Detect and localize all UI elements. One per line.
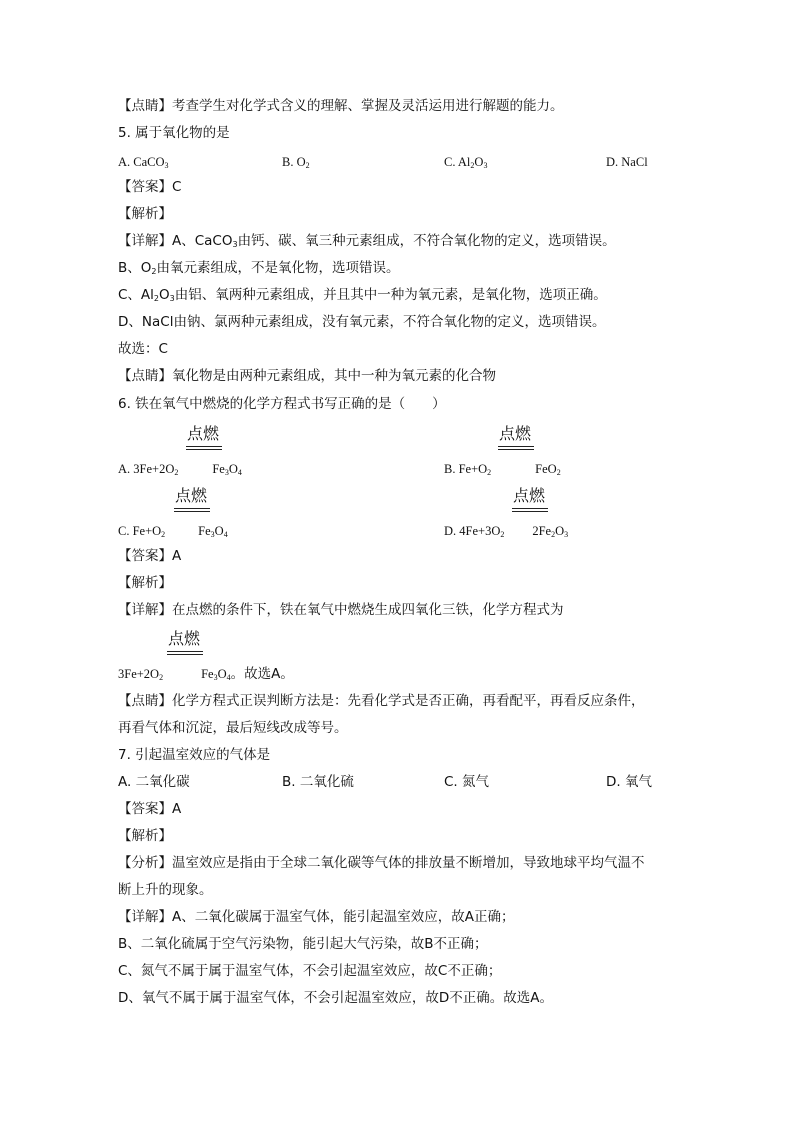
q5-analysis-heading: 【解析】: [118, 206, 172, 222]
q7-option-a[interactable]: A. 二氧化碳: [118, 774, 190, 790]
q5-tip: 【点睛】氧化物是由两种元素组成，其中一种为氧元素的化合物: [118, 368, 496, 384]
tip-line: 【点睛】考查学生对化学式含义的理解、掌握及灵活运用进行解题的能力。: [118, 98, 564, 114]
q5-detail-d: D、NaCl由钠、氯两种元素组成，没有氧元素，不符合氧化物的定义，选项错误。: [118, 314, 606, 330]
q5-option-b[interactable]: B. $O_2$: [282, 155, 310, 170]
q5-answer: 【答案】C: [118, 179, 182, 195]
q5-choice: 故选：C: [118, 341, 168, 357]
q6-detail-condition: 点燃: [168, 629, 201, 648]
question-6-title: 6. 铁在氧气中燃烧的化学方程式书写正确的是（ ）: [118, 396, 446, 412]
q7-option-d[interactable]: D. 氧气: [606, 774, 652, 790]
q5-option-c[interactable]: C. $Al_2O_3$: [444, 155, 488, 170]
q6-analysis-heading: 【解析】: [118, 575, 172, 591]
q7-detail-a: 【详解】A、二氧化碳属于温室气体，能引起温室效应，故A正确；: [118, 909, 515, 925]
q6-c-condition: 点燃: [175, 486, 208, 505]
q6-tip-line-2: 再看气体和沉淀，最后短线改成等号。: [118, 720, 348, 736]
q6-b-equals-bar: [498, 446, 534, 450]
q7-answer: 【答案】A: [118, 801, 182, 817]
q5-option-d[interactable]: D. NaCl: [606, 155, 648, 169]
q5-detail-a: 【详解】A、CaCO$_3$由钙、碳、氧三种元素组成，不符合氧化物的定义，选项错误。: [118, 233, 616, 249]
q6-option-c[interactable]: C. $Fe+O_2$ $Fe_3O_4$: [118, 524, 228, 539]
q6-a-condition: 点燃: [187, 424, 220, 443]
q7-detail-b: B、二氧化硫属于空气污染物，能引起大气污染，故B不正确；: [118, 936, 488, 952]
q6-option-a[interactable]: A. $3Fe+2O_2$ $Fe_3O_4$: [118, 462, 242, 477]
q7-option-c[interactable]: C. 氮气: [444, 774, 490, 790]
q5-option-a[interactable]: A. CaCO$_3$: [118, 155, 169, 170]
q6-option-d[interactable]: D. $4Fe+3O_2$ $2Fe_2O_3$: [444, 524, 569, 539]
q7-fenxi-line-1: 【分析】温室效应是指由于全球二氧化碳等气体的排放量不断增加，导致地球平均气温不: [118, 855, 645, 871]
q6-d-condition: 点燃: [513, 486, 546, 505]
q6-c-equals-bar: [174, 508, 210, 512]
q6-answer: 【答案】A: [118, 548, 182, 564]
q6-detail: 【详解】在点燃的条件下，铁在氧气中燃烧生成四氧化三铁，化学方程式为: [118, 602, 564, 618]
question-7-title: 7. 引起温室效应的气体是: [118, 747, 271, 763]
q6-tip-line-1: 【点睛】化学方程式正误判断方法是：先看化学式是否正确，再看配平，再看反应条件，: [118, 693, 645, 709]
q6-d-equals-bar: [512, 508, 548, 512]
q5-detail-c: C、$Al_2O_3$由铝、氧两种元素组成，并且其中一种为氧元素，是氧化物，选项正确。: [118, 287, 607, 303]
q7-fenxi-line-2: 断上升的现象。: [118, 882, 213, 898]
q6-detail-equation: $3Fe+2O_2$ $Fe_3O_4$。故选A。: [118, 666, 294, 682]
q6-option-b[interactable]: B. $Fe+O_2$ FeO$_2$: [444, 462, 561, 477]
q7-detail-c: C、氮气不属于属于温室气体，不会引起温室效应，故C不正确；: [118, 963, 502, 979]
q6-b-condition: 点燃: [499, 424, 532, 443]
question-5-title: 5. 属于氧化物的是: [118, 125, 230, 141]
q7-analysis-heading: 【解析】: [118, 828, 172, 844]
q6-detail-equals-bar: [167, 651, 203, 655]
q6-a-equals-bar: [186, 446, 222, 450]
q5-detail-b: B、$O_2$由氧元素组成，不是氧化物，选项错误。: [118, 260, 400, 276]
q7-option-b[interactable]: B. 二氧化硫: [282, 774, 354, 790]
q7-detail-d: D、氧气不属于属于温室气体，不会引起温室效应，故D不正确。故选A。: [118, 990, 554, 1006]
